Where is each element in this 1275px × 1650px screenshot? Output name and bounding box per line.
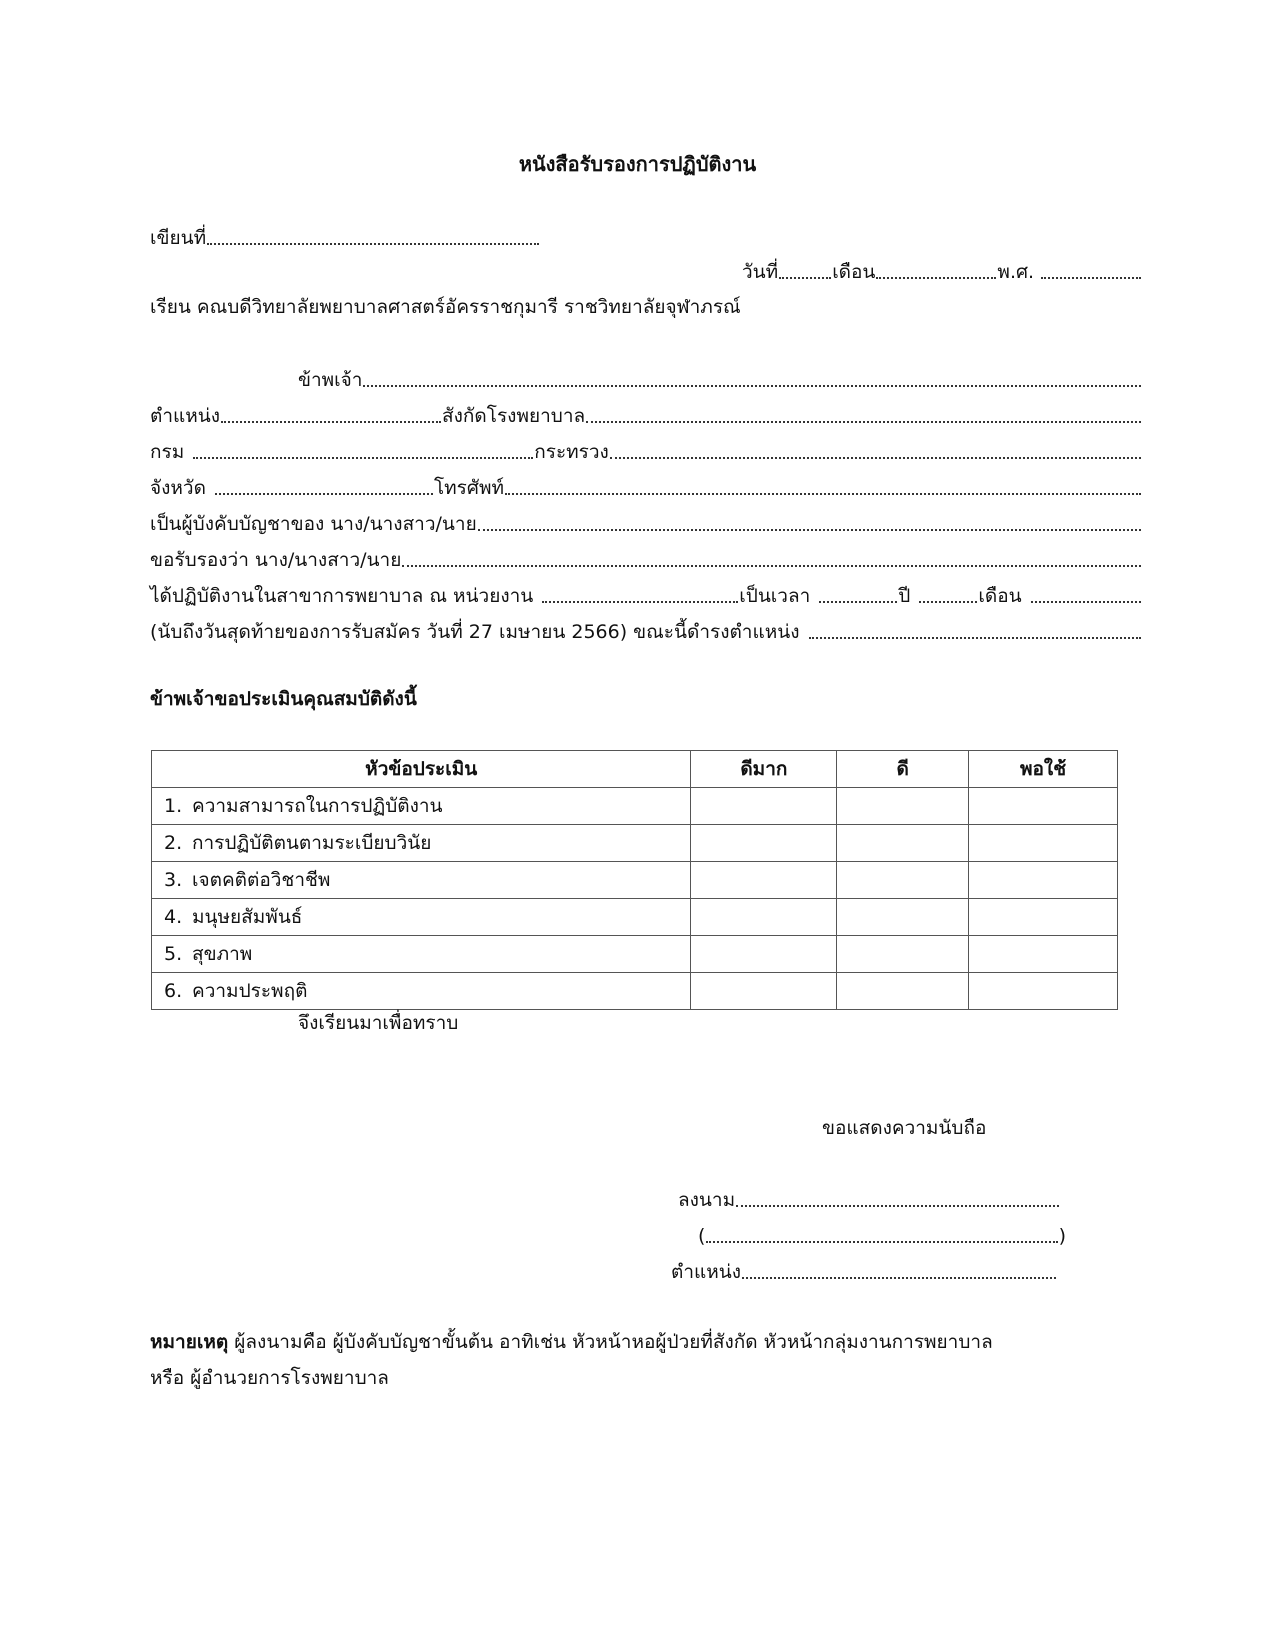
closing-text: จึงเรียนมาเพื่อทราบ xyxy=(298,1012,459,1034)
fair-cell[interactable] xyxy=(969,899,1118,936)
signer-position-label: ตำแหน่ง xyxy=(671,1261,742,1283)
good-cell[interactable] xyxy=(837,862,969,899)
open-paren: ( xyxy=(698,1225,706,1247)
table-row xyxy=(152,936,1118,973)
table-row xyxy=(152,788,1118,825)
evaluation-heading: ข้าพเจ้าขอประเมินคุณสมบัติดังนี้ xyxy=(150,688,417,710)
year-label: พ.ศ. xyxy=(997,261,1035,283)
column-header-topic: หัวข้อประเมิน xyxy=(152,751,691,788)
page-title: หนังสือรับรองการปฏิบัติงาน xyxy=(518,152,757,176)
close-paren: ) xyxy=(1058,1225,1066,1247)
ministry-label: กระทรวง xyxy=(534,441,609,463)
date-line[interactable] xyxy=(742,260,1142,284)
regards-text: ขอแสดงความนับถือ xyxy=(822,1117,987,1139)
good-cell[interactable] xyxy=(837,788,969,825)
topic-cell: 3. เจตคติต่อวิชาชีพ xyxy=(152,862,691,899)
fair-cell[interactable] xyxy=(969,788,1118,825)
fair-cell[interactable] xyxy=(969,862,1118,899)
excellent-cell[interactable] xyxy=(691,973,837,1010)
province-label: จังหวัด xyxy=(150,477,206,499)
hospital-label: สังกัดโรงพยาบาล xyxy=(442,405,586,427)
months-label: เดือน xyxy=(978,585,1022,607)
column-header-fair: พอใช้ xyxy=(969,751,1118,788)
note-text-2: หรือ ผู้อำนวยการโรงพยาบาล xyxy=(150,1367,389,1389)
good-cell[interactable] xyxy=(837,825,969,862)
written-at-field[interactable] xyxy=(150,226,540,250)
supervisor-label: เป็นผู้บังคับบัญชาของ นาง/นางสาว/นาย xyxy=(150,513,477,535)
topic-cell: 6. ความประพฤติ xyxy=(152,973,691,1010)
name-label: ข้าพเจ้า xyxy=(298,369,363,391)
position-hospital-field[interactable] xyxy=(150,404,1142,428)
fair-cell[interactable] xyxy=(969,973,1118,1010)
note-text-1: ผู้ลงนามคือ ผู้บังคับบัญชาขั้นต้น อาทิเช่น หัวหน้าหอผู้ป่วยที่สังกัด หัวหน้ากลุ่มงานการพยาบาล xyxy=(234,1331,993,1353)
topic-cell: 5. สุขภาพ xyxy=(152,936,691,973)
worked-label: ได้ปฏิบัติงานในสาขาการพยาบาล ณ หน่วยงาน xyxy=(150,585,534,607)
signature-field[interactable] xyxy=(678,1188,1060,1212)
note-label: หมายเหตุ xyxy=(150,1331,229,1353)
table-row xyxy=(152,973,1118,1010)
good-cell[interactable] xyxy=(837,899,969,936)
until-field[interactable] xyxy=(150,620,1142,644)
good-cell[interactable] xyxy=(837,936,969,973)
sign-label: ลงนาม xyxy=(678,1189,736,1211)
signer-position-field[interactable] xyxy=(671,1260,1057,1284)
until-label: (นับถึงวันสุดท้ายของการรับสมัคร วันที่ 27 เมษายน 2566) ขณะนี้ดำรงตำแหน่ง xyxy=(150,621,800,643)
note-line-1 xyxy=(150,1330,993,1354)
position-label: ตำแหน่ง xyxy=(150,405,221,427)
years-label: ปี xyxy=(898,585,911,607)
written-at-label: เขียนที่ xyxy=(150,227,207,249)
department-label: กรม xyxy=(150,441,185,463)
topic-cell: 2. การปฏิบัติตนตามระเบียบวินัย xyxy=(152,825,691,862)
table-row xyxy=(152,899,1118,936)
signer-name-field[interactable] xyxy=(698,1224,1066,1248)
excellent-cell[interactable] xyxy=(691,862,837,899)
phone-label: โทรศัพท์ xyxy=(433,477,504,499)
fair-cell[interactable] xyxy=(969,936,1118,973)
table-header-row xyxy=(152,751,1118,788)
day-label: วันที่ xyxy=(742,261,779,283)
certify-label: ขอรับรองว่า นาง/นางสาว/นาย xyxy=(150,549,402,571)
good-cell[interactable] xyxy=(837,973,969,1010)
excellent-cell[interactable] xyxy=(691,825,837,862)
fair-cell[interactable] xyxy=(969,825,1118,862)
duration-label: เป็นเวลา xyxy=(739,585,811,607)
excellent-cell[interactable] xyxy=(691,936,837,973)
table-row xyxy=(152,862,1118,899)
province-phone-field[interactable] xyxy=(150,476,1142,500)
excellent-cell[interactable] xyxy=(691,899,837,936)
column-header-good: ดี xyxy=(837,751,969,788)
supervisor-field[interactable] xyxy=(150,512,1142,536)
evaluation-table xyxy=(151,750,1118,1010)
topic-cell: 4. มนุษยสัมพันธ์ xyxy=(152,899,691,936)
department-ministry-field[interactable] xyxy=(150,440,1142,464)
month-label: เดือน xyxy=(832,261,876,283)
addressee: เรียน คณบดีวิทยาลัยพยาบาลศาสตร์อัครราชกุมารี ราชวิทยาลัยจุฬาภรณ์ xyxy=(150,296,741,318)
certify-field[interactable] xyxy=(150,548,1142,572)
name-field[interactable] xyxy=(298,368,1142,392)
column-header-excellent: ดีมาก xyxy=(691,751,837,788)
excellent-cell[interactable] xyxy=(691,788,837,825)
worked-field[interactable] xyxy=(150,584,1142,608)
topic-cell: 1. ความสามารถในการปฏิบัติงาน xyxy=(152,788,691,825)
table-row xyxy=(152,825,1118,862)
